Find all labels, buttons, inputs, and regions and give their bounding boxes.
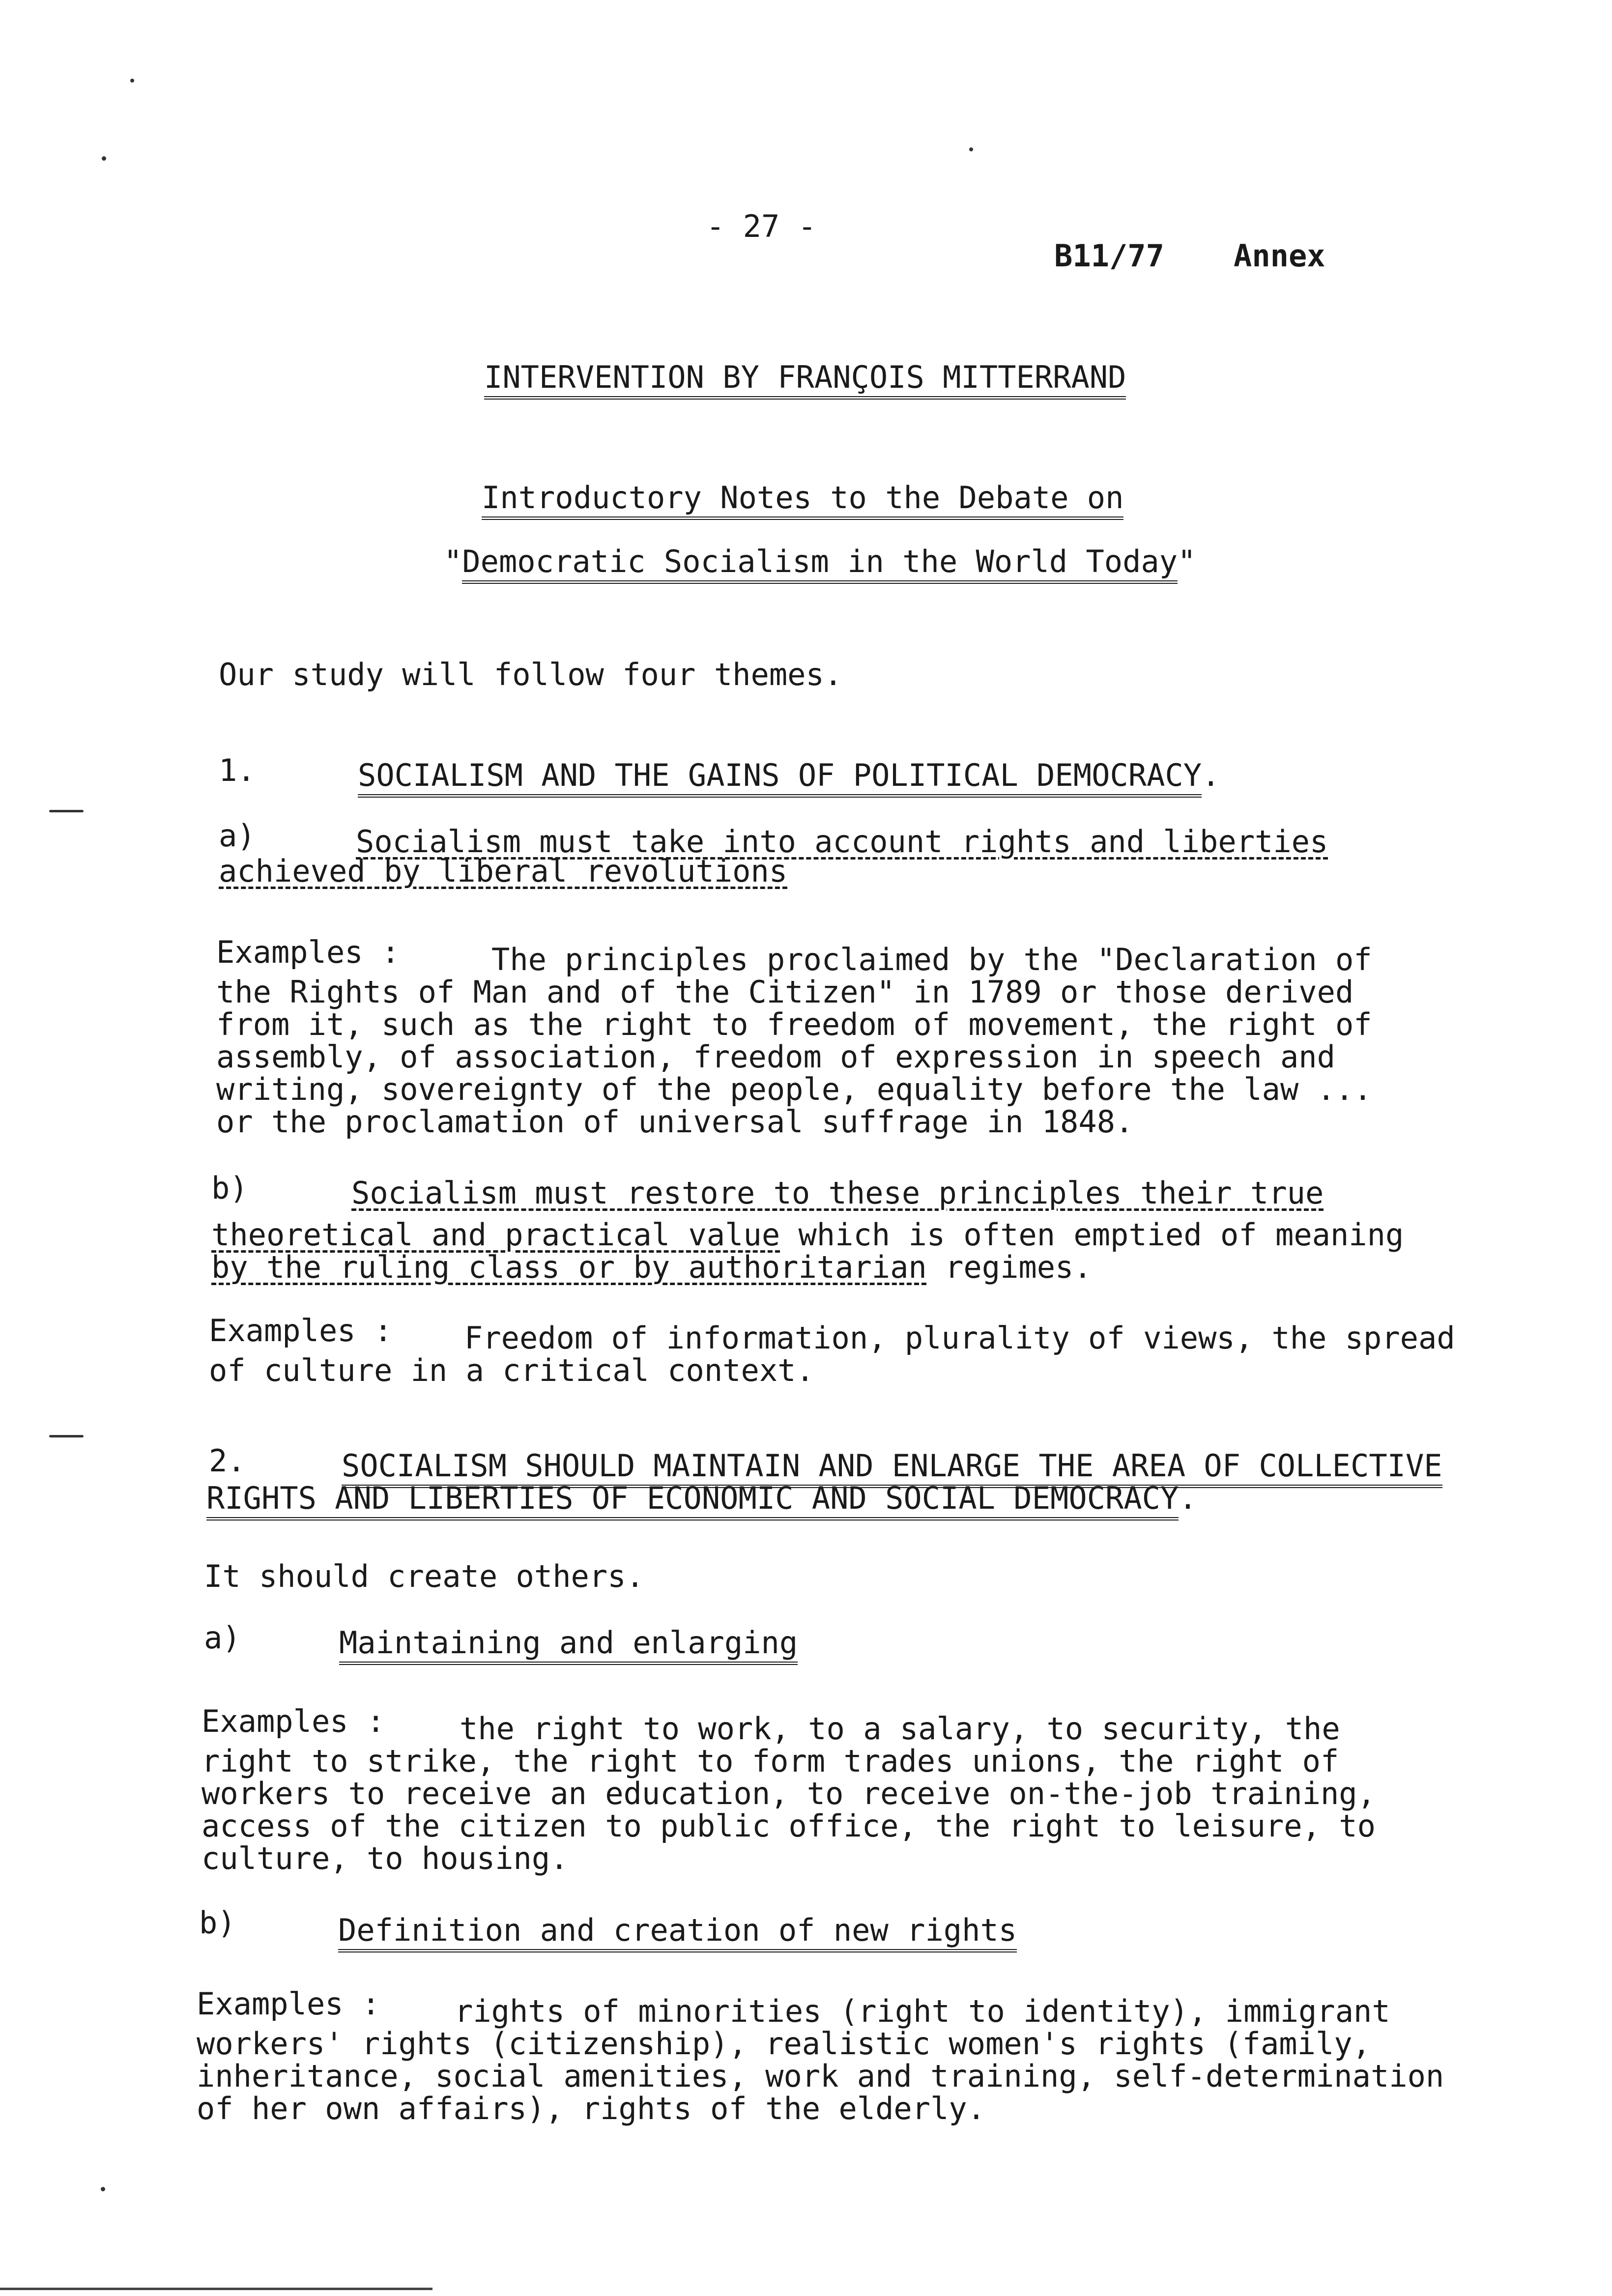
section-1a-examples-line: the Rights of Man and of the Citizen" in 1789 or those derived [216, 974, 1354, 1010]
section-2-number: 2. [209, 1443, 246, 1479]
section-1b-examples-line: Freedom of information, plurality of views, the spread [464, 1320, 1455, 1356]
section-2b-examples-line: rights of minorities (right to identity), immigrant [455, 1993, 1390, 2029]
section-1b-heading-line-3: by the ruling class or by authoritarian regimes. [211, 1249, 1092, 1285]
section-2-heading-line-1: SOCIALISM SHOULD MAINTAIN AND ENLARGE THE AREA OF COLLECTIVE [342, 1450, 1442, 1482]
section-1b-label: b) [211, 1170, 248, 1206]
scan-speck [101, 2187, 105, 2191]
section-1a-examples-line: The principles proclaimed by the "Declaration of [491, 942, 1372, 977]
section-2b-examples-line: inheritance, social amenities, work and training, self-determination [197, 2058, 1444, 2094]
document-title [484, 361, 1126, 394]
section-1b-heading-line-2: theoretical and practical value which is often emptied of meaning [211, 1217, 1404, 1253]
margin-mark [49, 1435, 84, 1437]
section-1a-examples-line: from it, such as the right to freedom of movement, the right of [216, 1006, 1372, 1042]
section-1-number: 1. [219, 752, 256, 788]
section-2a-examples-line: access of the citizen to public office, the right to leisure, to [202, 1808, 1376, 1844]
section-1b-examples-label: Examples : [209, 1313, 393, 1349]
title-text: INTERVENTION BY FRANÇOIS MITTERRAND [484, 359, 1126, 400]
section-2b-examples-line: workers' rights (citizenship), realistic women's rights (family, [197, 2026, 1371, 2062]
section-2a-examples-line: right to strike, the right to form trades unions, the right of [202, 1743, 1339, 1779]
section-2a-examples-line: the right to work, to a salary, to security, the [460, 1711, 1340, 1747]
section-2-intro: It should create others. [204, 1558, 644, 1594]
margin-mark [49, 810, 84, 812]
page-number: - 27 - [706, 208, 816, 244]
section-2b-heading: Definition and creation of new rights [338, 1914, 1017, 1947]
section-1b-heading-line-1: Socialism must restore to these principles their true [351, 1175, 1324, 1211]
section-1a-label: a) [219, 818, 256, 854]
annex-label: Annex [1234, 238, 1325, 274]
document-reference: B11/77 [1054, 238, 1164, 274]
section-1a-examples-line: writing, sovereignty of the people, equality before the law ... [216, 1071, 1372, 1107]
section-1-heading: SOCIALISM AND THE GAINS OF POLITICAL DEMOCRACY. [358, 759, 1220, 792]
section-1a-heading-line-1: Socialism must take into account rights and liberties [356, 824, 1328, 860]
section-2a-examples-line: workers to receive an education, to receive on-the-job training, [202, 1776, 1376, 1811]
section-2a-label: a) [204, 1620, 241, 1656]
section-1a-examples-label: Examples : [216, 934, 400, 970]
section-2b-examples-line: of her own affairs), rights of the elderly. [197, 2091, 986, 2126]
section-2a-heading: Maintaining and enlarging [339, 1627, 798, 1659]
section-1a-heading-line-2: achieved by liberal revolutions [219, 853, 788, 889]
section-2-heading-line-2: RIGHTS AND LIBERTIES OF ECONOMIC AND SOCIAL DEMOCRACY. [206, 1482, 1197, 1515]
scan-speck [969, 147, 973, 151]
section-2a-examples-label: Examples : [202, 1703, 385, 1739]
scan-speck [102, 156, 106, 161]
section-1a-examples-line: or the proclamation of universal suffrage in 1848. [216, 1104, 1134, 1140]
intro-text: Our study will follow four themes. [219, 657, 843, 692]
section-2b-label: b) [199, 1905, 236, 1941]
subtitle-line-2: "Democratic Socialism in the World Today" [444, 545, 1196, 578]
section-1b-examples-line: of culture in a critical context. [209, 1352, 814, 1388]
section-2a-examples-line: culture, to housing. [202, 1840, 569, 1876]
section-1a-examples-line: assembly, of association, freedom of expression in speech and [216, 1039, 1335, 1075]
subtitle-line-1: Introductory Notes to the Debate on [482, 482, 1123, 514]
scan-edge-line [0, 2288, 432, 2290]
section-2b-examples-label: Examples : [197, 1986, 380, 2022]
scan-speck [130, 79, 134, 83]
